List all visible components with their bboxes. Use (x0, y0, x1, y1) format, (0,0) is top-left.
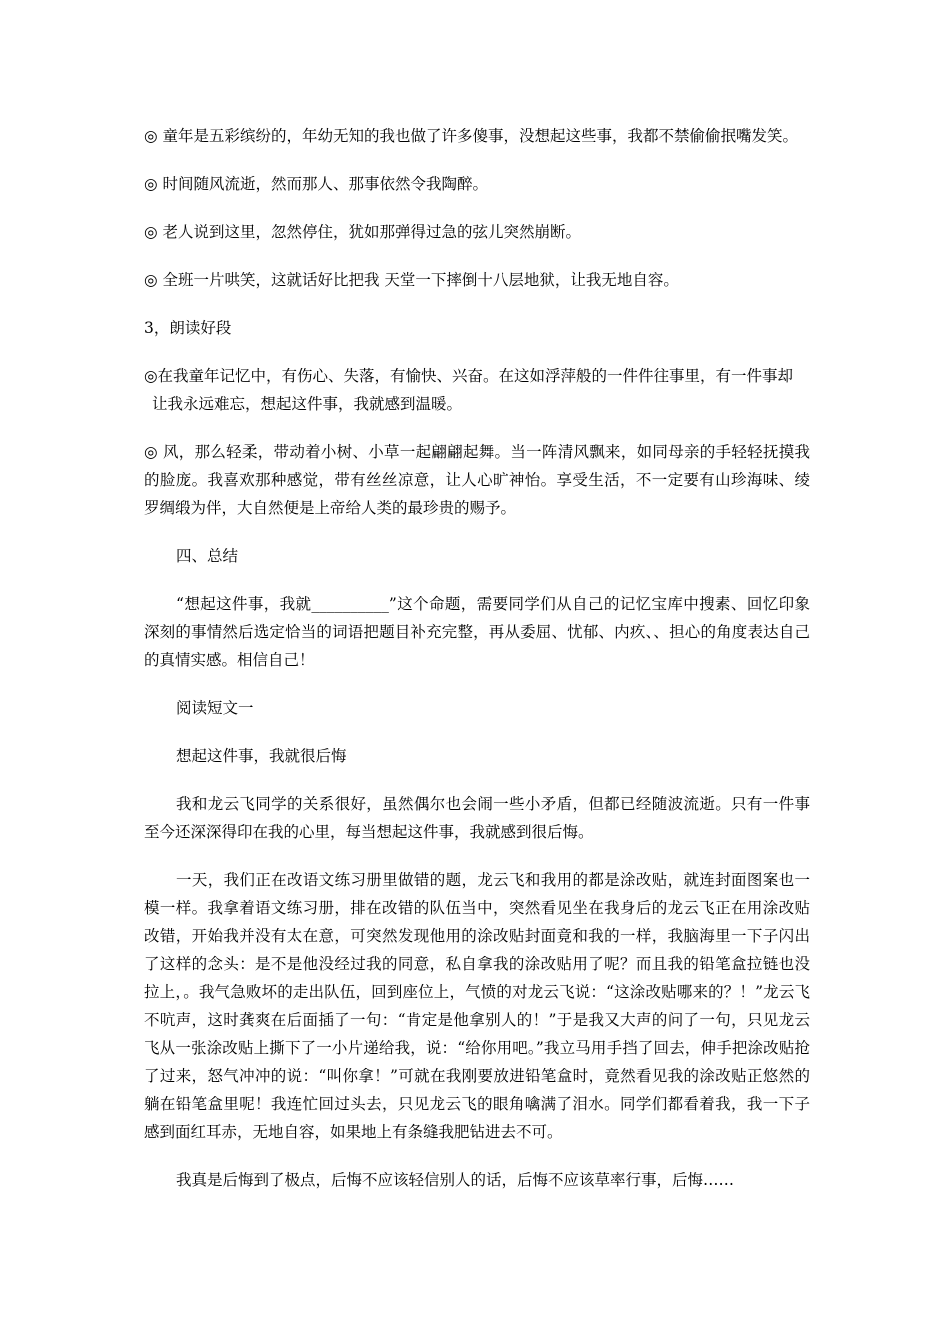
essay-title: 想起这件事，我就很后悔 (176, 747, 347, 765)
section-heading-summary: 四、总结 (176, 547, 239, 565)
essay-paragraph-2: 一天，我们正在改语文练习册里做错的题，龙云飞和我用的都是涂改贴，就连封面图案也一模一样。我拿着语文练习册，排在改错的队伍当中，突然看见坐在我身后的龙云飞正在用涂改贴改错，开始我并没有太在意，可突然发现他用的涂改贴封面竟和我的一样，我脑海里一下子闪出了这样的念头：是不是他没经过我的同意，私自拿我的涂改贴用了呢？而且我的铅笔盒拉链也没拉上，。我气急败坏的走出队伍，回到座位上，气愤的对龙云飞说：“这涂改贴哪来的？！”龙云飞不吭声，这时龚爽在后面插了一句：“肯定是他拿别人的！”于是我又大声的问了一句，只见龙云飞从一张涂改贴上撕下了一小片递给我，说：“给你用吧。”我立马用手挡了回去，伸手把涂改贴抢了过来，怒气冲冲的说：“叫你拿！”可就在我刚要放进铅笔盒时，竟然看见我的涂改贴正悠然的躺在铅笔盒里呢！我连忙回过头去，只见龙云飞的眼角噙满了泪水。同学们都看着我，我一下子感到面红耳赤，无地自容，如果地上有条缝我肥钻进去不可。 (144, 871, 810, 1141)
sentence-class-laugh: ◎ 全班一片哄笑，这就话好比把我 天堂一下摔倒十八层地狱，让我无地自容。 (144, 271, 679, 289)
sentence-time: ◎ 时间随风流逝，然而那人、那事依然令我陶醉。 (144, 175, 488, 193)
paragraph-memory-line1: ◎在我童年记忆中，有伤心、失落，有愉快、兴奋。在这如浮萍般的一件件往事里，有一件事却 (144, 367, 794, 385)
section-heading-reading-one: 阅读短文一 (176, 699, 254, 717)
sentence-childhood: ◎ 童年是五彩缤纷的，年幼无知的我也做了许多傻事，没想起这些事，我都不禁偷偷抿嘴发笑。 (144, 127, 798, 145)
sentence-old-man: ◎ 老人说到这里，忽然停住，犹如那弹得过急的弦儿突然崩断。 (144, 223, 581, 241)
essay-paragraph-1: 我和龙云飞同学的关系很好，虽然偶尔也会闹一些小矛盾，但都已经随波流逝。只有一件事至今还深深得印在我的心里，每当想起这件事，我就感到很后悔。 (144, 795, 810, 841)
paragraph-memory-line2: 让我永远难忘，想起这件事，我就感到温暖。 (152, 395, 463, 413)
essay-paragraph-3: 我真是后悔到了极点，后悔不应该轻信别人的话，后悔不应该草率行事，后悔…… (176, 1171, 735, 1189)
section-heading-read-aloud: 3，朗读好段 (144, 319, 232, 337)
paragraph-wind: ◎ 风，那么轻柔，带动着小树、小草一起翩翩起舞。当一阵清风飘来，如同母亲的手轻轻抚摸我的脸庞。我喜欢那种感觉，带有丝丝凉意，让人心旷神怡。享受生活，不一定要有山珍海味、绫罗绸缎为伴，大自然便是上帝给人类的最珍贵的赐予。 (144, 443, 810, 517)
document-page (144, 122, 810, 1194)
paragraph-summary: “想起这件事，我就__________”这个命题，需要同学们从自己的记忆宝库中搜素、回忆印象深刻的事情然后选定恰当的词语把题目补充完整，再从委屈、忧郁、内疚、、担心的角度表达自己的真情实感。相信自己！ (144, 595, 810, 669)
